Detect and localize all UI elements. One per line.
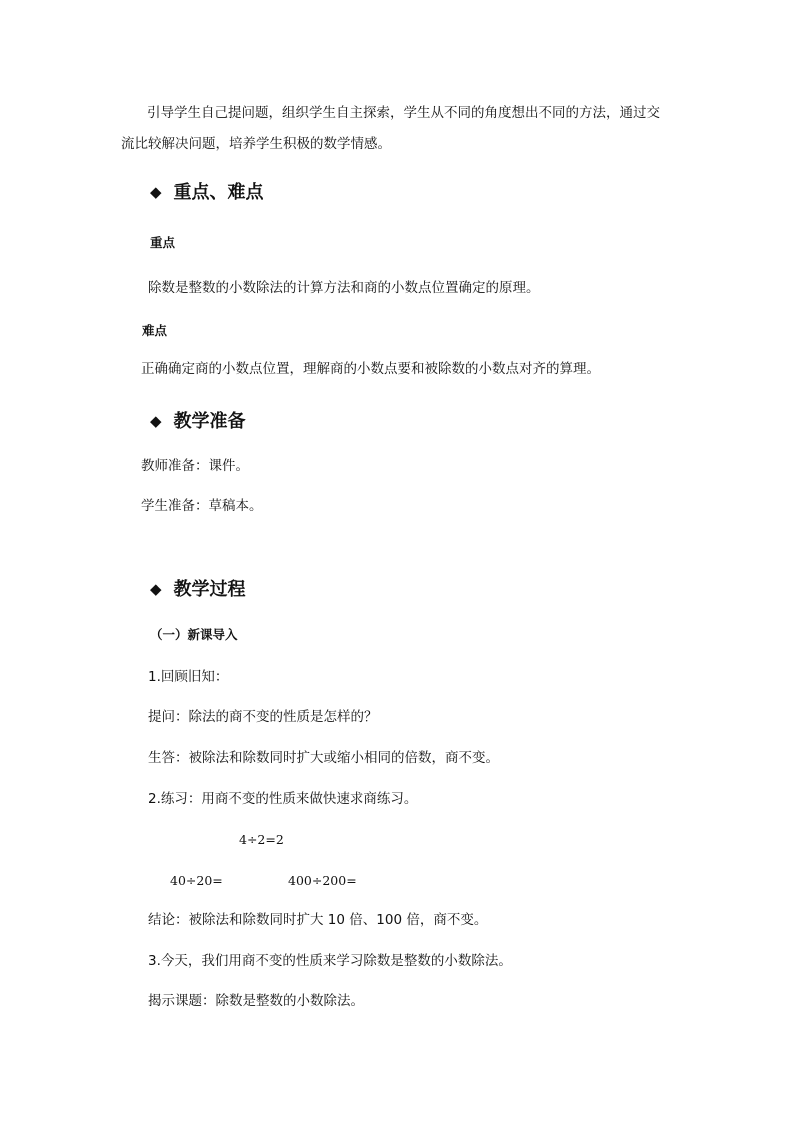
section-heading-preparation bbox=[150, 410, 246, 433]
topic-text: 揭示课题：除数是整数的小数除法。 bbox=[148, 993, 364, 1009]
diamond-bullet-icon: ◆ bbox=[150, 580, 162, 598]
diamond-bullet-icon: ◆ bbox=[150, 183, 162, 201]
section-heading-key-points bbox=[150, 181, 264, 204]
step-1: 1.回顾旧知： bbox=[148, 669, 229, 685]
conclusion-text: 结论：被除法和除数同时扩大 10 倍、100 倍，商不变。 bbox=[148, 912, 488, 928]
key-text: 除数是整数的小数除法的计算方法和商的小数点位置确定的原理。 bbox=[148, 280, 540, 296]
section-heading-process bbox=[150, 578, 246, 601]
section-heading-text: 重点、难点 bbox=[173, 182, 264, 203]
section-heading-text: 教学准备 bbox=[173, 411, 246, 432]
equation-2: 40÷20= bbox=[170, 873, 223, 888]
equation-1: 4÷2=2 bbox=[239, 832, 284, 847]
key-label: 重点 bbox=[150, 235, 176, 250]
difficulty-label: 难点 bbox=[142, 323, 168, 338]
equation-3: 400÷200= bbox=[288, 873, 357, 888]
answer-text: 生答：被除法和除数同时扩大或缩小相同的倍数，商不变。 bbox=[148, 750, 499, 766]
teacher-preparation: 教师准备：课件。 bbox=[141, 458, 249, 474]
part1-title: （一）新课导入 bbox=[150, 627, 238, 642]
section-heading-text: 教学过程 bbox=[173, 579, 246, 600]
difficulty-text: 正确确定商的小数点位置，理解商的小数点要和被除数的小数点对齐的算理。 bbox=[141, 361, 600, 377]
step-2: 2.练习：用商不变的性质来做快速求商练习。 bbox=[148, 791, 418, 807]
student-preparation: 学生准备：草稿本。 bbox=[141, 498, 263, 514]
intro-line-1: 引导学生自己提问题，组织学生自主探索，学生从不同的角度想出不同的方法，通过交 bbox=[147, 105, 660, 121]
intro-line-2: 流比较解决问题，培养学生积极的数学情感。 bbox=[121, 136, 391, 152]
question-text: 提问：除法的商不变的性质是怎样的？ bbox=[148, 709, 378, 725]
diamond-bullet-icon: ◆ bbox=[150, 412, 162, 430]
step-3: 3.今天，我们用商不变的性质来学习除数是整数的小数除法。 bbox=[148, 953, 512, 969]
